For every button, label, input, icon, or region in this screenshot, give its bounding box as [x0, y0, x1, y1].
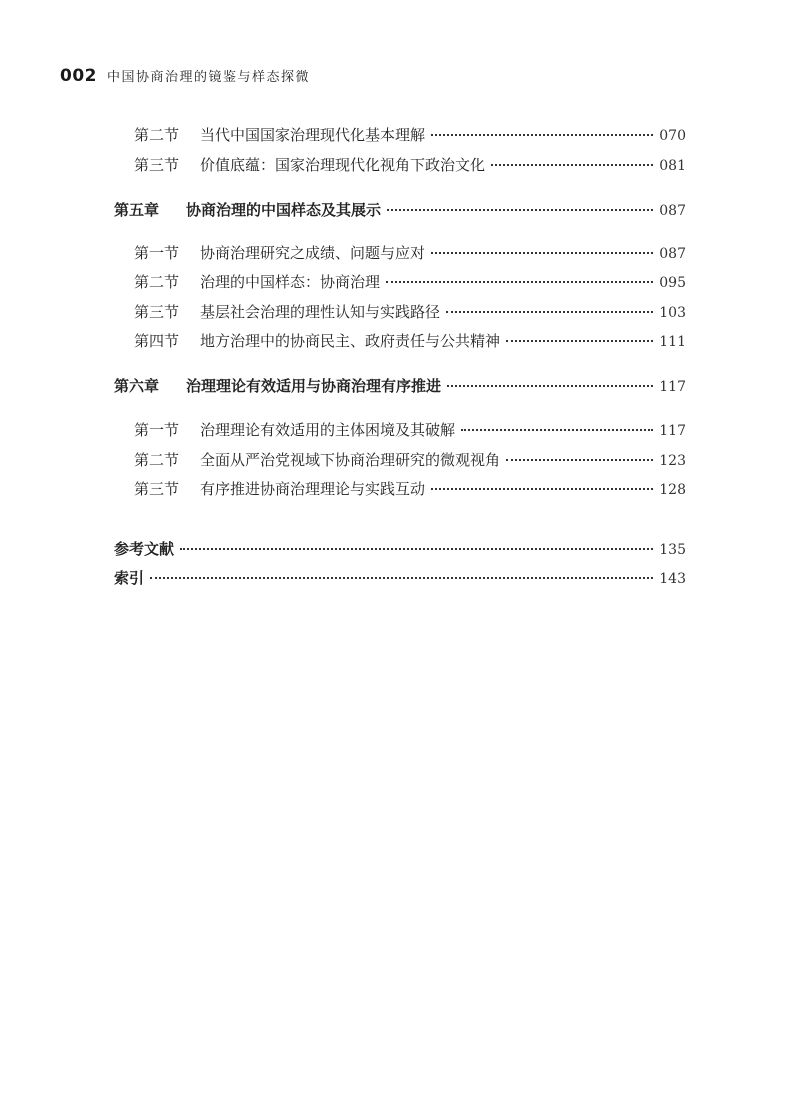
toc-page-number: 111 — [659, 334, 686, 350]
toc-entry-section — [134, 449, 686, 471]
dot-leader — [506, 336, 653, 342]
toc-references-title: 参考文献 — [114, 540, 175, 558]
toc-section-title: 治理的中国样态：协商治理 — [200, 273, 381, 291]
dot-leader — [491, 160, 653, 166]
toc-entry-section — [134, 124, 686, 146]
dot-leader — [446, 307, 653, 313]
toc-page-number: 128 — [659, 482, 686, 498]
toc-section-number: 第四节 — [134, 332, 180, 350]
toc-page-number: 087 — [659, 203, 686, 219]
toc-page-number: 143 — [659, 571, 686, 587]
dot-leader — [387, 205, 653, 211]
dot-leader — [431, 484, 653, 490]
toc-page-number: 135 — [659, 542, 686, 558]
toc-section-number: 第二节 — [134, 451, 180, 469]
toc-page-number: 087 — [659, 246, 686, 262]
toc-section-number: 第二节 — [134, 126, 180, 144]
dot-leader — [506, 455, 653, 461]
toc-entry-section — [134, 301, 686, 323]
toc-entry-section — [134, 242, 686, 264]
toc-section-title: 全面从严治党视域下协商治理研究的微观视角 — [200, 451, 501, 469]
toc-chapter-number: 第六章 — [114, 377, 160, 395]
toc-entry-section — [134, 419, 686, 441]
dot-leader — [461, 425, 653, 431]
dot-leader — [180, 544, 653, 550]
toc-section-number: 第三节 — [134, 156, 180, 174]
toc-page-number: 081 — [659, 158, 686, 174]
toc-entry-chapter — [114, 199, 686, 221]
toc-chapter-number: 第五章 — [114, 201, 160, 219]
toc-section-title: 地方治理中的协商民主、政府责任与公共精神 — [200, 332, 501, 350]
toc-section-title: 基层社会治理的理性认知与实践路径 — [200, 303, 441, 321]
toc-entry-section — [134, 271, 686, 293]
dot-leader — [431, 248, 653, 254]
toc-page-number: 095 — [659, 275, 686, 291]
toc-entry-chapter — [114, 375, 686, 397]
toc-entry-section — [134, 330, 686, 352]
toc-section-number: 第二节 — [134, 273, 180, 291]
toc-section-number: 第一节 — [134, 421, 180, 439]
toc-index-title: 索引 — [114, 569, 145, 587]
toc-page-number: 117 — [659, 379, 686, 395]
dot-leader — [431, 130, 653, 136]
toc-section-title: 协商治理研究之成绩、问题与应对 — [200, 244, 426, 262]
toc-section-title: 有序推进协商治理理论与实践互动 — [200, 480, 426, 498]
running-title: 中国协商治理的镜鉴与样态探微 — [107, 70, 311, 85]
toc-entry-section — [134, 478, 686, 500]
dot-leader — [386, 277, 653, 283]
dot-leader — [447, 381, 653, 387]
toc-entry-section — [134, 154, 686, 176]
dot-leader — [150, 573, 653, 579]
toc-chapter-title: 协商治理的中国样态及其展示 — [186, 201, 382, 219]
toc-section-number: 第一节 — [134, 244, 180, 262]
toc-entry-index — [114, 567, 686, 589]
toc-page-number: 117 — [659, 423, 686, 439]
toc-section-title: 治理理论有效适用的主体困境及其破解 — [200, 421, 456, 439]
page-number: 002 — [60, 66, 97, 86]
toc-entry-references — [114, 538, 686, 560]
toc-section-title: 当代中国国家治理现代化基本理解 — [200, 126, 426, 144]
toc-page-number: 070 — [659, 128, 686, 144]
toc-page-number: 103 — [659, 305, 686, 321]
toc-section-title: 价值底蕴：国家治理现代化视角下政治文化 — [200, 156, 486, 174]
toc-page-number: 123 — [659, 453, 686, 469]
toc-section-number: 第三节 — [134, 303, 180, 321]
toc-chapter-title: 治理理论有效适用与协商治理有序推进 — [186, 377, 442, 395]
toc-section-number: 第三节 — [134, 480, 180, 498]
